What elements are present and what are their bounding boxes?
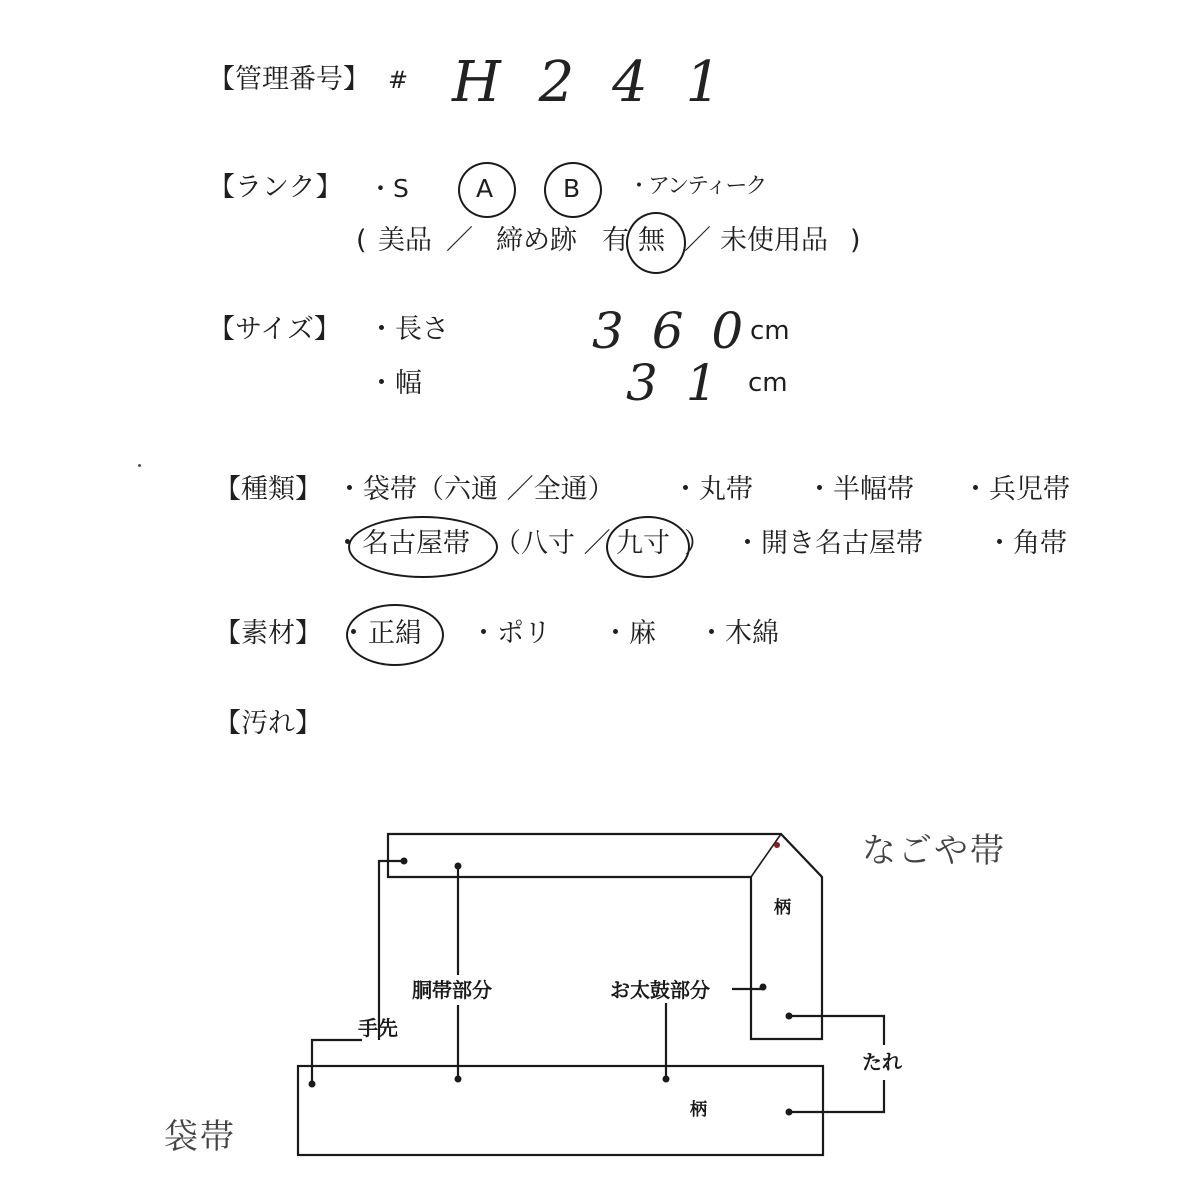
size-length-unit: cm <box>750 316 790 346</box>
rank-label: 【ランク】 <box>208 172 343 203</box>
material-shoken: 正絹 <box>368 618 422 649</box>
type-close-paren: ） <box>684 528 711 559</box>
tare-connector-upper <box>789 1016 884 1045</box>
fukuro-obi-label: 袋帯 <box>164 1117 236 1157</box>
tesaki-point-bottom <box>309 1081 316 1088</box>
fukuro-obi-outline <box>298 1066 823 1155</box>
management-label: 【管理番号】 <box>208 64 370 95</box>
otaiko-point-bottom <box>663 1076 670 1083</box>
nagoya-obi-outline <box>388 834 822 1039</box>
tesaki-connector-lower <box>312 1040 362 1084</box>
management-hash: # <box>388 66 409 94</box>
nagoya-obi-label: なごや帯 <box>862 831 1006 871</box>
type-hanhabaobi: ・半幅帯 <box>806 474 914 505</box>
otaiko-point-top <box>760 984 767 991</box>
type-hassun: （八寸 ／ <box>494 528 611 559</box>
type-label: 【種類】 <box>214 474 322 505</box>
material-asa: ・麻 <box>602 618 656 649</box>
pattern-bottom-label: 柄 <box>690 1100 707 1120</box>
rank-option-s: ・S <box>368 174 409 203</box>
otaiko-label: お太鼓部分 <box>610 978 710 1002</box>
tare-point-top <box>786 1013 793 1020</box>
management-number: H 2 4 1 <box>452 50 732 115</box>
rank-option-a: A <box>476 174 494 203</box>
rank-sub-close: ) <box>850 225 861 256</box>
type-hiraki-nagoyaobi: ・開き名古屋帯 <box>734 528 923 559</box>
stains-label: 【汚れ】 <box>214 708 322 739</box>
rank-sub-slash-1: ／ <box>446 225 473 256</box>
material-momen: ・木綿 <box>698 618 779 649</box>
type-nagoyaobi: 名古屋帯 <box>362 528 470 559</box>
tare-point-bottom <box>786 1109 793 1116</box>
type-maruobi: ・丸帯 <box>672 474 753 505</box>
dobu-point-top <box>455 863 462 870</box>
tesaki-label: 手先 <box>358 1016 398 1040</box>
material-bullet: ・ <box>340 618 367 649</box>
type-fukurobi: ・袋帯（六通 ／全通） <box>336 474 615 505</box>
material-poly: ・ポリ <box>470 618 551 649</box>
tesaki-connector <box>379 861 404 1040</box>
size-length-value: 3 6 0 <box>592 302 750 360</box>
tare-connector-lower <box>789 1080 884 1112</box>
rank-option-antique: ・アンティーク <box>628 174 766 199</box>
rank-sub-nashi: 無 <box>638 225 665 256</box>
type-kakuobi: ・角帯 <box>986 528 1067 559</box>
size-width-value: 3 1 <box>626 354 724 412</box>
size-label: 【サイズ】 <box>208 314 341 345</box>
dobu-point-bottom <box>455 1076 462 1083</box>
rank-sub-shimeato: 締め跡 <box>496 225 577 256</box>
dobu-label: 胴帯部分 <box>412 978 492 1002</box>
rank-sub-bihin: 美品 <box>378 225 432 256</box>
type-bullet: ・ <box>334 528 361 559</box>
rank-sub-open: ( <box>356 225 367 256</box>
pattern-top-label: 柄 <box>774 898 791 918</box>
size-width-label: ・幅 <box>368 368 422 399</box>
red-ink-mark <box>774 842 780 848</box>
type-kyusun: 九寸 <box>616 528 670 559</box>
type-hekoobi: ・兵児帯 <box>962 474 1070 505</box>
tesaki-point-top <box>401 858 408 865</box>
rank-sub-ari: 有 <box>602 225 629 256</box>
tare-label: たれ <box>862 1050 902 1074</box>
nagoya-obi-fold <box>751 834 781 877</box>
rank-sub-slash-2: ／ <box>684 225 711 256</box>
rank-sub-mishiyou: 未使用品 <box>720 225 828 256</box>
size-width-unit: cm <box>748 368 788 398</box>
material-label: 【素材】 <box>214 618 322 649</box>
rank-option-b: B <box>563 174 581 203</box>
size-length-label: ・長さ <box>368 314 449 345</box>
